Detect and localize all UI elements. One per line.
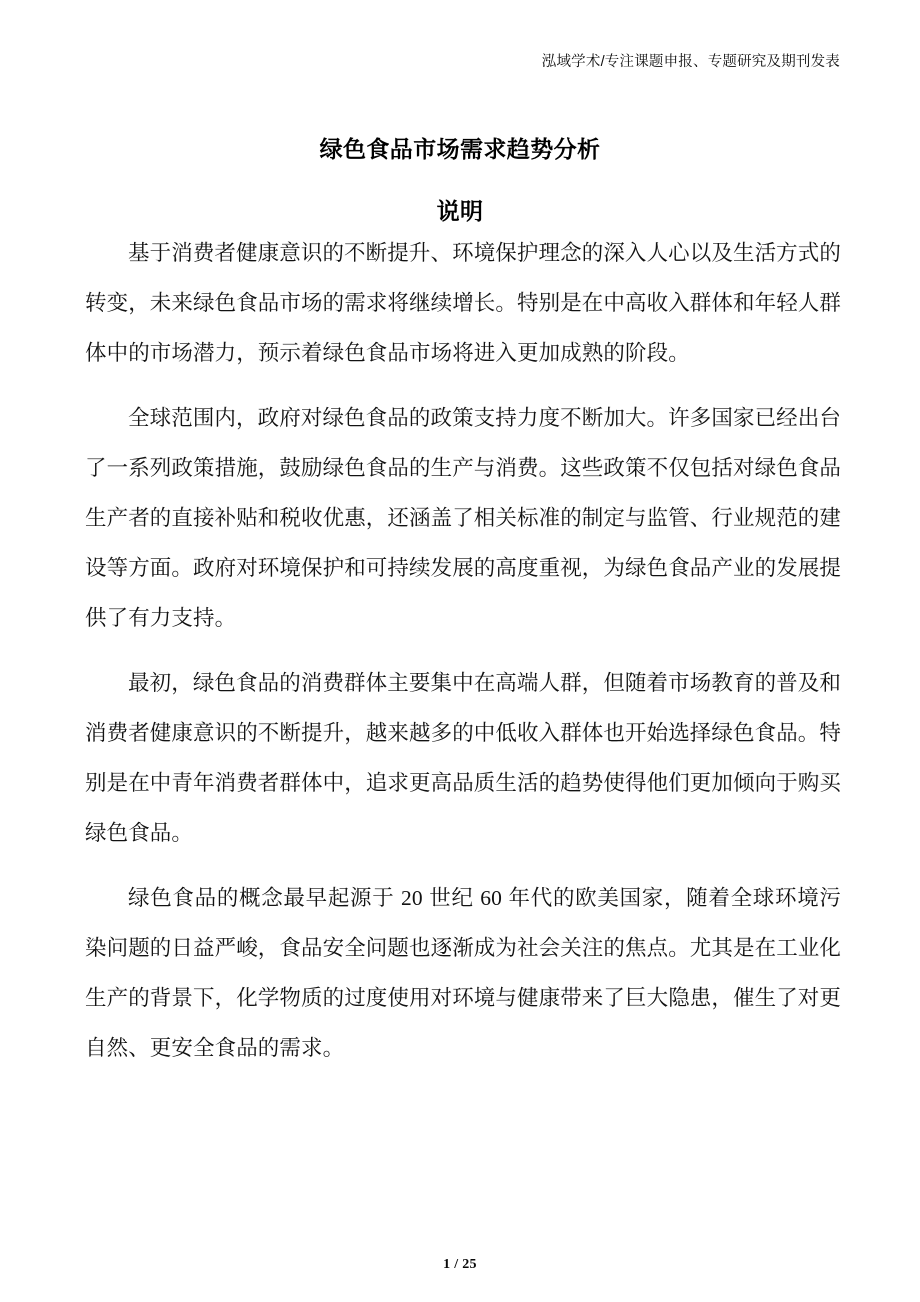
document-body <box>85 228 841 1073</box>
section-subtitle: 说明 <box>436 198 484 225</box>
body-paragraph: 绿色食品的概念最早起源于 20 世纪 60 年代的欧美国家，随着全球环境污染问题的日益严峻，食品安全问题也逐渐成为社会关注的焦点。尤其是在工业化生产的背景下，化学物质的过度使用对环境与健康带来了巨大隐患，催生了对更自然、更安全食品的需求。 <box>85 886 842 1060</box>
page-title: 绿色食品市场需求趋势分析 <box>319 136 601 163</box>
body-paragraph: 最初，绿色食品的消费群体主要集中在高端人群，但随着市场教育的普及和消费者健康意识的不断提升，越来越多的中低收入群体也开始选择绿色食品。特别是在中青年消费者群体中，追求更高品质生活的趋势使得他们更加倾向于购买绿色食品。 <box>85 671 842 845</box>
body-paragraph: 全球范围内，政府对绿色食品的政策支持力度不断加大。许多国家已经出台了一系列政策措施，鼓励绿色食品的生产与消费。这些政策不仅包括对绿色食品生产者的直接补贴和税收优惠，还涵盖了相关标准的制定与监管、行业规范的建设等方面。政府对环境保护和可持续发展的高度重视，为绿色食品产业的发展提供了有力支持。 <box>85 406 842 630</box>
running-header: 泓域学术/专注课题申报、专题研究及期刊发表 <box>541 54 840 70</box>
page-number: 1 / 25 <box>443 1257 477 1272</box>
body-paragraph: 基于消费者健康意识的不断提升、环境保护理念的深入人心以及生活方式的转变，未来绿色食品市场的需求将继续增长。特别是在中高收入群体和年轻人群体中的市场潜力，预示着绿色食品市场将进入更加成熟的阶段。 <box>85 241 842 365</box>
